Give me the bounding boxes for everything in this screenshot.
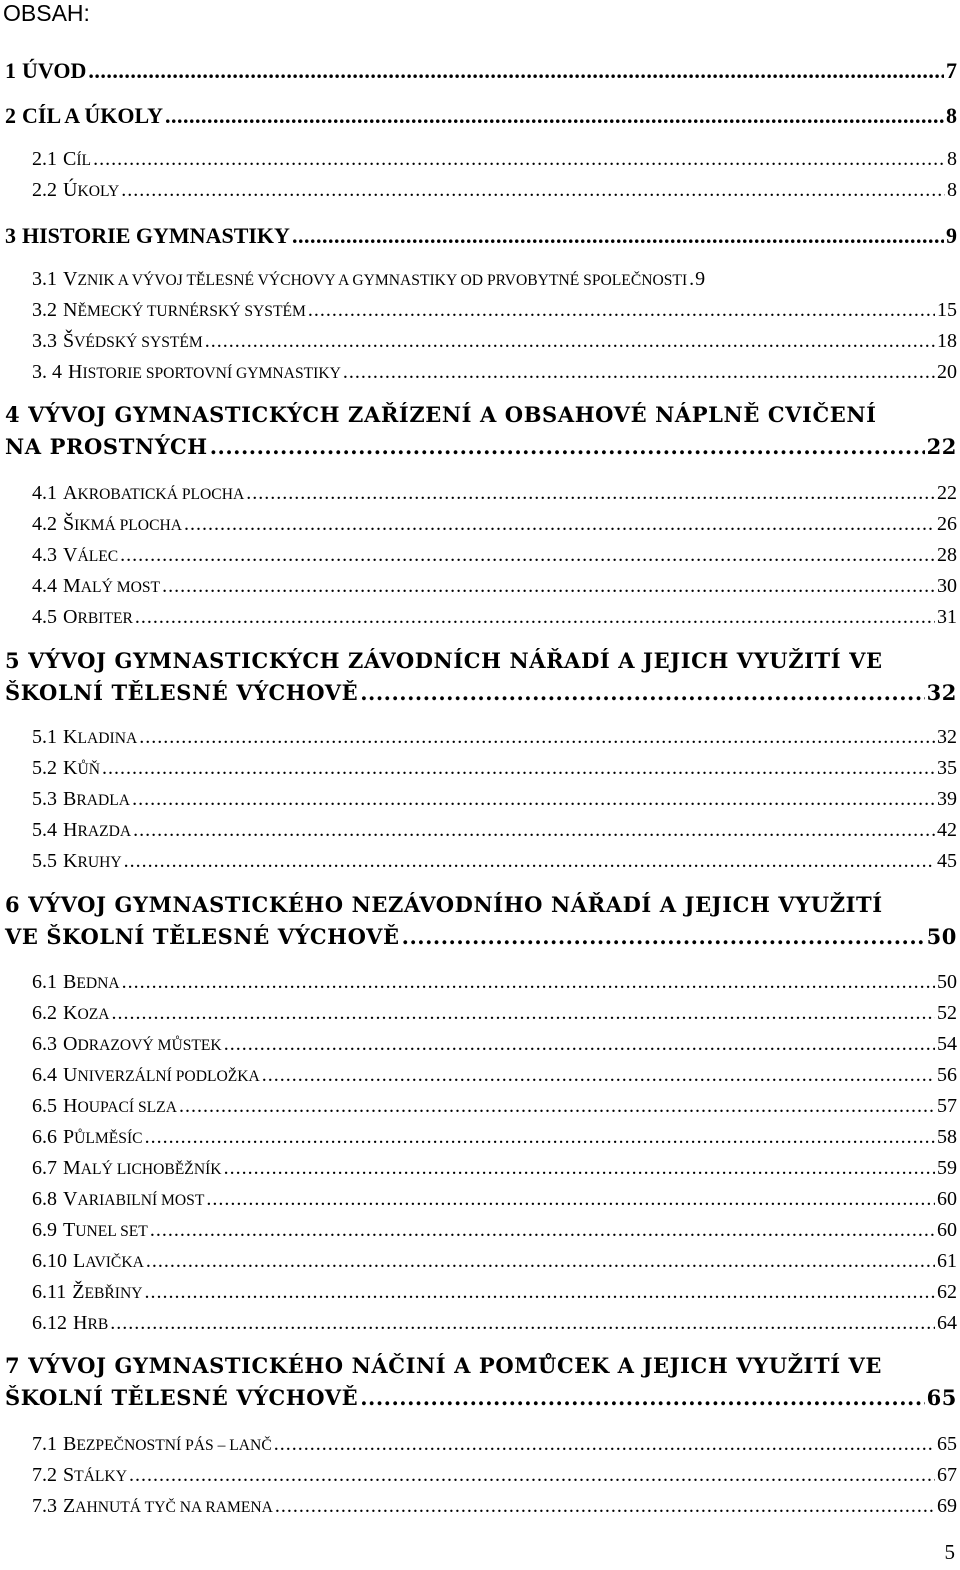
toc-number: 2 [5,103,16,128]
toc-page: 69 [937,1495,957,1517]
toc-title: ÚVOD [22,58,87,83]
toc-entry[interactable] [32,327,957,355]
toc-number: 6.5 [32,1095,57,1117]
toc-title-rest: ISTORIE SPORTOVNÍ GYMNASTIKY [82,365,341,382]
page-number: 5 [944,1540,955,1564]
dot-leader [360,1383,924,1413]
dot-leader [165,101,944,131]
toc-entry[interactable] [32,176,957,204]
toc-title-rest: UNEL SET [75,1223,148,1240]
toc-page: 8 [947,148,957,170]
toc-title-line2: NA PROSTNÝCH [5,434,208,459]
toc-page: 60 [937,1219,957,1241]
dot-leader [402,922,925,952]
dot-leader [135,603,935,631]
toc-entry[interactable] [32,1278,957,1306]
toc-page: 50 [937,971,957,993]
toc-page: 65 [937,1433,957,1455]
toc-entry[interactable] [5,922,957,952]
toc-title-rest: ŮLMĚSÍC [74,1130,143,1147]
toc-title-rest: RBITER [77,610,133,627]
toc-entry[interactable] [32,1030,957,1058]
toc-number: 3.2 [32,299,57,321]
toc-title-cap: V [63,268,78,290]
toc-entry[interactable] [32,1154,957,1182]
toc-title-rest: KROBATICKÁ PLOCHA [77,486,245,503]
toc-page: 28 [937,544,957,566]
toc-title-cap: C [63,148,77,170]
dot-leader [122,968,935,996]
dot-leader [146,1247,935,1275]
toc-entry[interactable] [32,847,957,875]
dot-leader [93,145,945,173]
dot-leader [120,541,935,569]
toc-title-rest: AHNUTÁ TYČ NA RAMENA [75,1499,273,1516]
toc-title-rest: RADLA [76,792,131,809]
toc-number: 6.12 [32,1312,67,1334]
toc-title-cap: M [63,1157,81,1179]
toc-page: 20 [937,361,957,383]
dot-leader [121,176,945,204]
dot-leader [124,847,935,875]
toc-number: 6.1 [32,971,57,993]
toc-page: 62 [937,1281,957,1303]
toc-entry[interactable] [32,296,957,324]
toc-page: 58 [937,1126,957,1148]
toc-title-rest: EDNA [76,975,120,992]
toc-entry[interactable] [32,1092,957,1120]
toc-title-cap: O [63,1033,78,1055]
toc-entry[interactable] [32,785,957,813]
toc-title-cap: B [63,971,77,993]
toc-title-cap: Š [63,513,75,535]
toc-title-line1[interactable]: 7 VÝVOJ GYMNASTICKÉHO NÁČINÍ A POMŮCEK A JEJICH VYUŽITÍ VE [5,1353,883,1378]
toc-entry[interactable] [32,1309,957,1337]
toc-number: 4.2 [32,513,57,535]
toc-title-rest: EZPEČNOSTNÍ PÁS – LANČ [76,1437,272,1454]
toc-title-cap: V [63,1188,78,1210]
toc-entry[interactable] [32,723,957,751]
toc-entry[interactable] [32,1492,957,1520]
toc-number: 1 [5,58,16,83]
toc-page: 42 [937,819,957,841]
toc-page: 52 [937,1002,957,1024]
toc-title-rest: RB [87,1316,109,1333]
toc-title-rest: RUHY [77,854,122,871]
toc-title-line2: ŠKOLNÍ TĚLESNÉ VÝCHOVĚ [5,680,359,705]
dot-leader [110,1309,935,1337]
toc-page: 67 [937,1464,957,1486]
toc-title-cap: Ú [63,179,78,201]
dot-leader [205,327,935,355]
toc-title-cap: S [63,1464,75,1486]
toc-title-cap: H [68,361,83,383]
toc-entry[interactable] [32,358,957,386]
toc-number: 6.10 [32,1250,67,1272]
dot-leader [343,358,935,386]
toc-number: 5.1 [32,726,57,748]
dot-leader [145,1123,935,1151]
toc-title-cap: Z [63,1495,76,1517]
toc-title-cap: H [73,1312,88,1334]
toc-page: 45 [937,850,957,872]
toc-page: 8 [947,179,957,201]
toc-page: 18 [937,330,957,352]
toc-number: 3 [5,223,16,248]
toc-page: 32 [926,680,957,705]
toc-number: 2.2 [32,179,57,201]
dot-leader [112,999,935,1027]
dot-leader [133,816,935,844]
toc-title-rest: DRAZOVÝ MŮSTEK [77,1037,222,1054]
toc-page: 65 [926,1385,957,1410]
dot-leader [246,479,935,507]
toc-page: 7 [946,58,957,83]
toc-title-cap: U [63,1064,78,1086]
toc-number: 4.3 [32,544,57,566]
toc-entry[interactable] [32,1123,957,1151]
toc-number: 6.3 [32,1033,57,1055]
toc-number: 3.3 [32,330,57,352]
toc-entry[interactable] [32,999,957,1027]
toc-entry[interactable] [32,1430,957,1458]
toc-entry[interactable] [5,678,957,708]
toc-number: 6.2 [32,1002,57,1024]
toc-page: 35 [937,757,957,779]
toc-entry[interactable] [32,968,957,996]
toc-page: 56 [937,1064,957,1086]
toc-page: 50 [926,924,957,949]
toc-title-cap: N [63,299,78,321]
dot-leader [262,1061,935,1089]
dot-leader [360,678,924,708]
toc-number: 2.1 [32,148,57,170]
toc-title-cap: M [63,575,81,597]
toc-title-cap: K [63,757,78,779]
toc-title: CÍL A ÚKOLY [22,103,164,128]
toc-entry[interactable] [32,1247,957,1275]
dot-leader [224,1030,935,1058]
toc-number: 6.4 [32,1064,57,1086]
dot-leader [274,1430,935,1458]
toc-title-rest: ĚMECKÝ TURNÉRSKÝ SYSTÉM [77,303,306,320]
dot-leader [184,510,935,538]
toc-title-rest: ŮŇ [77,761,100,778]
toc-title-line1[interactable]: 4 VÝVOJ GYMNASTICKÝCH ZAŘÍZENÍ A OBSAHOVÉ NÁPLNĚ CVIČENÍ [5,402,877,427]
toc-entry[interactable] [32,479,957,507]
toc-title-rest: OUPACÍ SLZA [77,1099,177,1116]
toc-title-rest: IKMÁ PLOCHA [74,517,182,534]
dot-leader [102,754,935,782]
dot-leader [132,785,935,813]
toc-entry[interactable] [32,1216,957,1244]
toc-title-cap: L [73,1250,86,1272]
dot-leader [139,723,935,751]
toc-number: 6.11 [32,1281,67,1303]
toc-title-cap: B [63,788,77,810]
toc-entry[interactable] [32,1185,957,1213]
toc-entry[interactable] [32,816,957,844]
toc-number: 5.4 [32,819,57,841]
toc-entry[interactable] [32,603,957,631]
toc-number: 5.3 [32,788,57,810]
toc-number: 5.5 [32,850,57,872]
toc-page: 8 [946,103,957,128]
toc-title-rest: OZA [77,1006,110,1023]
toc-page: 26 [937,513,957,535]
toc-entry[interactable] [5,101,957,131]
toc-entry[interactable] [32,510,957,538]
toc-entry[interactable] [32,572,957,600]
toc-title-cap: K [63,850,78,872]
toc-number: 4.5 [32,606,57,628]
toc-entry[interactable] [5,221,957,251]
dot-leader [210,432,925,462]
toc-title-rest: AVIČKA [85,1254,144,1271]
toc-title-cap: V [63,544,78,566]
toc-title-rest: ALÝ MOST [80,579,161,596]
toc-title-line1[interactable]: 5 VÝVOJ GYMNASTICKÝCH ZÁVODNÍCH NÁŘADÍ A JEJICH VYUŽITÍ VE [5,648,883,673]
toc-page: 64 [937,1312,957,1334]
toc-number: 7.2 [32,1464,57,1486]
toc-number: 7.1 [32,1433,57,1455]
toc-title-rest: TÁLKY [74,1468,127,1485]
toc-number: 7.3 [32,1495,57,1517]
dot-leader [224,1154,935,1182]
toc-title-line2: VE ŠKOLNÍ TĚLESNÉ VÝCHOVĚ [5,924,400,949]
toc-title-cap: A [63,482,78,504]
toc-title-rest: ÍL [76,152,92,169]
toc-entry[interactable] [5,56,957,86]
toc-entry[interactable] [32,1461,957,1489]
toc-entry[interactable] [32,265,957,293]
dot-leader [689,265,693,293]
toc-title-line1[interactable]: 6 VÝVOJ GYMNASTICKÉHO NEZÁVODNÍHO NÁŘADÍ A JEJICH VYUŽITÍ [5,892,883,917]
toc-title-cap: K [63,726,78,748]
toc-title-rest: ARIABILNÍ MOST [77,1192,205,1209]
dot-leader [162,572,935,600]
toc-title-cap: H [63,1095,78,1117]
toc-title-rest: LADINA [77,730,138,747]
toc-title-rest: ALÝ LICHOBĚŽNÍK [80,1161,222,1178]
toc-number: 3.1 [32,268,57,290]
toc-page: 30 [937,575,957,597]
toc-entry[interactable] [32,754,957,782]
toc-title-rest: VÉDSKÝ SYSTÉM [74,334,203,351]
dot-leader [292,221,944,251]
toc-page: 59 [937,1157,957,1179]
dot-leader [129,1461,935,1489]
dot-leader [206,1185,935,1213]
page-title: OBSAH: [3,0,90,26]
toc-page: 15 [937,299,957,321]
toc-title-line2: ŠKOLNÍ TĚLESNÉ VÝCHOVĚ [5,1385,359,1410]
dot-leader [88,56,944,86]
toc-page: 9 [946,223,957,248]
toc-number: 6.7 [32,1157,57,1179]
toc-page: 22 [926,434,957,459]
dot-leader [150,1216,935,1244]
toc-entry[interactable] [32,541,957,569]
toc-page: 22 [937,482,957,504]
toc-number: 6.8 [32,1188,57,1210]
dot-leader [179,1092,935,1120]
toc-entry[interactable] [32,145,957,173]
toc-number: 5.2 [32,757,57,779]
toc-title-rest: RAZDA [77,823,132,840]
toc-title-rest: NIVERZÁLNÍ PODLOŽKA [77,1068,260,1085]
toc-page: 32 [937,726,957,748]
toc-page: 54 [937,1033,957,1055]
toc-title-cap: Ž [72,1281,85,1303]
dot-leader [275,1492,935,1520]
toc-title-rest: ÁLEC [77,548,119,565]
toc-page: 60 [937,1188,957,1210]
toc-entry[interactable] [32,1061,957,1089]
toc-entry[interactable] [5,432,957,462]
dot-leader [308,296,935,324]
toc-title-cap: K [63,1002,78,1024]
toc-title-rest: EBŘINY [84,1285,143,1302]
toc-title-rest: KOLY [77,183,120,200]
toc-number: 4.1 [32,482,57,504]
toc-title-cap: H [63,819,78,841]
toc-number: 4.4 [32,575,57,597]
toc-page: 9 [695,268,706,290]
toc-page: 31 [937,606,957,628]
dot-leader [145,1278,935,1306]
toc-number: 6.6 [32,1126,57,1148]
toc-title-cap: B [63,1433,77,1455]
toc-page: 57 [937,1095,957,1117]
toc-title-rest: ZNIK A VÝVOJ TĚLESNÉ VÝCHOVY A GYMNASTIKY OD PRVOBYTNÉ SPOLEČNOSTI [77,272,688,289]
toc-page: 39 [937,788,957,810]
toc-title: HISTORIE GYMNASTIKY [22,223,290,248]
toc-number: 6.9 [32,1219,57,1241]
toc-number: 3. 4 [32,361,62,383]
toc-title-cap: T [63,1219,76,1241]
toc-title-cap: Š [63,330,75,352]
toc-title-cap: P [63,1126,75,1148]
toc-page: 61 [937,1250,957,1272]
toc-title-cap: O [63,606,78,628]
toc-entry[interactable] [5,1383,957,1413]
